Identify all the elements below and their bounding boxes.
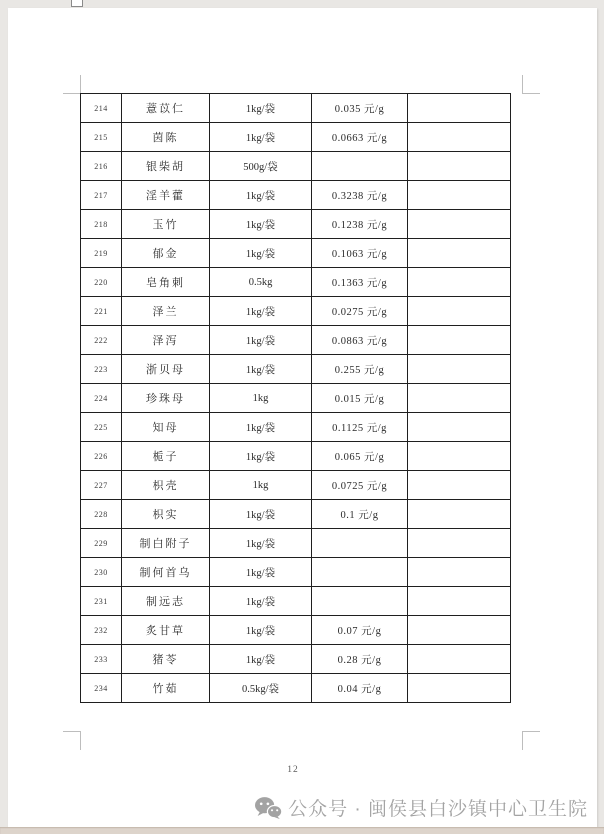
unit-price-cell: 0.28 元/g xyxy=(312,645,408,674)
table-row xyxy=(81,297,511,326)
row-number-cell: 223 xyxy=(81,355,122,384)
medicine-name-cell: 珍珠母 xyxy=(122,384,210,413)
note-cell xyxy=(408,152,511,181)
package-spec-cell: 1kg/袋 xyxy=(210,587,312,616)
row-number-cell: 215 xyxy=(81,123,122,152)
bottom-strip xyxy=(0,827,604,834)
package-spec-cell: 0.5kg/袋 xyxy=(210,674,312,703)
package-spec-cell: 1kg/袋 xyxy=(210,500,312,529)
watermark xyxy=(255,794,588,821)
margin-mark-top-right xyxy=(522,93,540,94)
medicine-name-cell: 知母 xyxy=(122,413,210,442)
medicine-name-cell: 淫羊藿 xyxy=(122,181,210,210)
row-number-cell: 221 xyxy=(81,297,122,326)
medicine-name-cell: 泽兰 xyxy=(122,297,210,326)
row-number-cell: 220 xyxy=(81,268,122,297)
unit-price-cell: 0.1363 元/g xyxy=(312,268,408,297)
unit-price-cell xyxy=(312,152,408,181)
row-number-cell: 231 xyxy=(81,587,122,616)
note-cell xyxy=(408,616,511,645)
medicine-name-cell: 枳实 xyxy=(122,500,210,529)
margin-mark-bottom-left xyxy=(63,731,81,732)
medicine-price-table xyxy=(80,93,511,703)
medicine-name-cell: 栀子 xyxy=(122,442,210,471)
package-spec-cell: 1kg/袋 xyxy=(210,616,312,645)
package-spec-cell: 1kg/袋 xyxy=(210,355,312,384)
table-row xyxy=(81,355,511,384)
table-row xyxy=(81,268,511,297)
unit-price-cell: 0.255 元/g xyxy=(312,355,408,384)
note-cell xyxy=(408,384,511,413)
package-spec-cell: 0.5kg xyxy=(210,268,312,297)
table-row xyxy=(81,500,511,529)
unit-price-cell: 0.04 元/g xyxy=(312,674,408,703)
note-cell xyxy=(408,268,511,297)
row-number-cell: 233 xyxy=(81,645,122,674)
table-row xyxy=(81,442,511,471)
row-number-cell: 232 xyxy=(81,616,122,645)
table-row xyxy=(81,181,511,210)
package-spec-cell: 1kg/袋 xyxy=(210,442,312,471)
note-cell xyxy=(408,210,511,239)
medicine-name-cell: 郁金 xyxy=(122,239,210,268)
package-spec-cell: 1kg/袋 xyxy=(210,326,312,355)
package-spec-cell: 1kg/袋 xyxy=(210,210,312,239)
medicine-name-cell: 制远志 xyxy=(122,587,210,616)
note-cell xyxy=(408,471,511,500)
table-row xyxy=(81,413,511,442)
unit-price-cell: 0.1125 元/g xyxy=(312,413,408,442)
table-row xyxy=(81,152,511,181)
table-row xyxy=(81,645,511,674)
row-number-cell: 230 xyxy=(81,558,122,587)
table-row xyxy=(81,210,511,239)
row-number-cell: 218 xyxy=(81,210,122,239)
medicine-name-cell: 玉竹 xyxy=(122,210,210,239)
package-spec-cell: 1kg/袋 xyxy=(210,558,312,587)
unit-price-cell: 0.1 元/g xyxy=(312,500,408,529)
table-row xyxy=(81,558,511,587)
unit-price-cell: 0.065 元/g xyxy=(312,442,408,471)
medicine-name-cell: 制何首乌 xyxy=(122,558,210,587)
package-spec-cell: 1kg/袋 xyxy=(210,123,312,152)
medicine-name-cell: 炙甘草 xyxy=(122,616,210,645)
medicine-name-cell: 茵陈 xyxy=(122,123,210,152)
table-row xyxy=(81,326,511,355)
unit-price-cell: 0.0725 元/g xyxy=(312,471,408,500)
unit-price-cell: 0.1063 元/g xyxy=(312,239,408,268)
package-spec-cell: 1kg/袋 xyxy=(210,529,312,558)
note-cell xyxy=(408,529,511,558)
unit-price-cell xyxy=(312,529,408,558)
unit-price-cell: 0.0663 元/g xyxy=(312,123,408,152)
medicine-name-cell: 制白附子 xyxy=(122,529,210,558)
package-spec-cell: 1kg xyxy=(210,384,312,413)
note-cell xyxy=(408,94,511,123)
clipped-square-marker xyxy=(71,0,83,7)
margin-mark-top-right xyxy=(522,75,523,94)
note-cell xyxy=(408,239,511,268)
wechat-icon xyxy=(255,797,282,819)
row-number-cell: 226 xyxy=(81,442,122,471)
package-spec-cell: 1kg/袋 xyxy=(210,94,312,123)
row-number-cell: 217 xyxy=(81,181,122,210)
margin-mark-bottom-left xyxy=(80,731,81,750)
unit-price-cell xyxy=(312,558,408,587)
table-row xyxy=(81,384,511,413)
note-cell xyxy=(408,355,511,384)
note-cell xyxy=(408,500,511,529)
medicine-name-cell: 竹茹 xyxy=(122,674,210,703)
note-cell xyxy=(408,587,511,616)
margin-mark-top-left xyxy=(80,75,81,94)
table-row xyxy=(81,587,511,616)
unit-price-cell: 0.3238 元/g xyxy=(312,181,408,210)
watermark-text: 公众号 · 闽侯县白沙镇中心卫生院 xyxy=(288,799,588,820)
note-cell xyxy=(408,558,511,587)
table-row xyxy=(81,471,511,500)
table-row xyxy=(81,529,511,558)
note-cell xyxy=(408,123,511,152)
table-row xyxy=(81,674,511,703)
unit-price-cell: 0.0863 元/g xyxy=(312,326,408,355)
note-cell xyxy=(408,297,511,326)
unit-price-cell xyxy=(312,587,408,616)
medicine-name-cell: 薏苡仁 xyxy=(122,94,210,123)
page-number: 12 xyxy=(287,765,299,775)
note-cell xyxy=(408,181,511,210)
row-number-cell: 222 xyxy=(81,326,122,355)
row-number-cell: 234 xyxy=(81,674,122,703)
margin-mark-bottom-right xyxy=(522,731,523,750)
unit-price-cell: 0.0275 元/g xyxy=(312,297,408,326)
medicine-name-cell: 猪苓 xyxy=(122,645,210,674)
package-spec-cell: 1kg xyxy=(210,471,312,500)
package-spec-cell: 1kg/袋 xyxy=(210,297,312,326)
table-row xyxy=(81,616,511,645)
row-number-cell: 216 xyxy=(81,152,122,181)
note-cell xyxy=(408,442,511,471)
package-spec-cell: 1kg/袋 xyxy=(210,239,312,268)
row-number-cell: 229 xyxy=(81,529,122,558)
unit-price-cell: 0.015 元/g xyxy=(312,384,408,413)
package-spec-cell: 1kg/袋 xyxy=(210,645,312,674)
package-spec-cell: 1kg/袋 xyxy=(210,413,312,442)
note-cell xyxy=(408,326,511,355)
note-cell xyxy=(408,413,511,442)
unit-price-cell: 0.035 元/g xyxy=(312,94,408,123)
note-cell xyxy=(408,645,511,674)
medicine-name-cell: 皂角刺 xyxy=(122,268,210,297)
row-number-cell: 219 xyxy=(81,239,122,268)
row-number-cell: 224 xyxy=(81,384,122,413)
margin-mark-top-left xyxy=(63,93,81,94)
row-number-cell: 228 xyxy=(81,500,122,529)
medicine-name-cell: 浙贝母 xyxy=(122,355,210,384)
package-spec-cell: 1kg/袋 xyxy=(210,181,312,210)
margin-mark-bottom-right xyxy=(522,731,540,732)
row-number-cell: 227 xyxy=(81,471,122,500)
row-number-cell: 225 xyxy=(81,413,122,442)
table-row xyxy=(81,239,511,268)
table-row xyxy=(81,123,511,152)
medicine-name-cell: 泽泻 xyxy=(122,326,210,355)
package-spec-cell: 500g/袋 xyxy=(210,152,312,181)
medicine-name-cell: 银柴胡 xyxy=(122,152,210,181)
note-cell xyxy=(408,674,511,703)
table-row xyxy=(81,94,511,123)
unit-price-cell: 0.07 元/g xyxy=(312,616,408,645)
row-number-cell: 214 xyxy=(81,94,122,123)
medicine-name-cell: 枳壳 xyxy=(122,471,210,500)
unit-price-cell: 0.1238 元/g xyxy=(312,210,408,239)
